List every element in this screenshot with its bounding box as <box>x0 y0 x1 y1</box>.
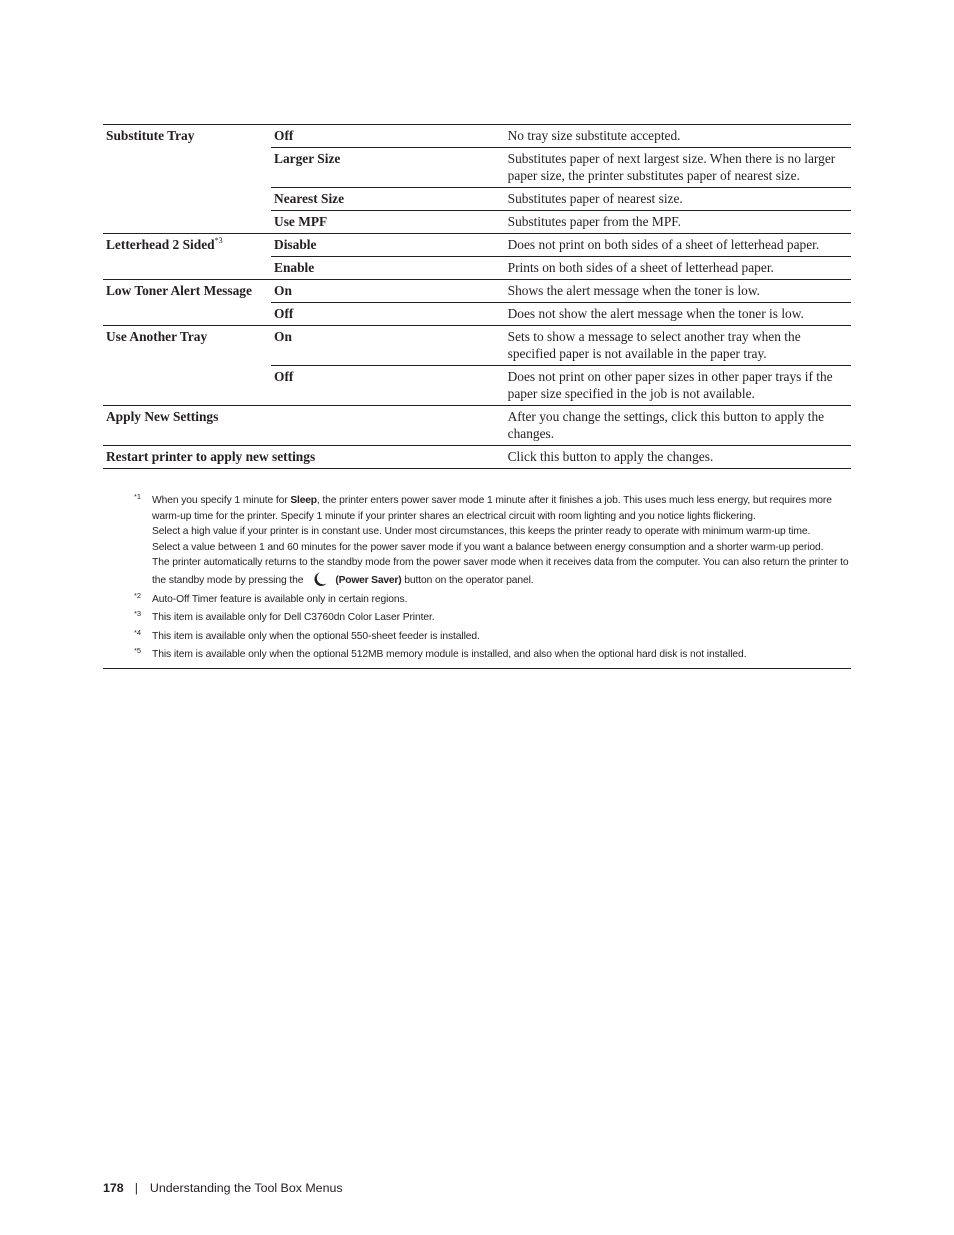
footnote-5 <box>103 647 851 663</box>
footnote-4 <box>103 629 851 645</box>
option-description: Does not print on both sides of a sheet of letterhead paper. <box>504 234 851 257</box>
option-description: Substitutes paper of nearest size. <box>504 188 851 211</box>
option-description: Substitutes paper from the MPF. <box>504 211 851 234</box>
setting-name <box>103 234 271 280</box>
table-row <box>103 280 851 303</box>
footnote-paragraph: Select a high value if your printer is in constant use. Under most circumstances, this keeps the printer ready to operate with minimum warm-up time. <box>152 526 811 538</box>
footnote-ref: *3 <box>214 236 223 245</box>
footnote-paragraph: This item is available only when the optional 550-sheet feeder is installed. <box>152 630 480 642</box>
option-description: Shows the alert message when the toner is low. <box>504 280 851 303</box>
option-value: Larger Size <box>271 148 504 188</box>
table-row <box>103 326 851 366</box>
footnote-paragraph <box>152 555 851 588</box>
option-description: Click this button to apply the changes. <box>504 446 851 469</box>
setting-name: Apply New Settings <box>103 406 504 446</box>
footnote-paragraph: Auto-Off Timer feature is available only in certain regions. <box>152 593 408 605</box>
footnote-paragraph: Select a value between 1 and 60 minutes for the power saver mode if you want a balance between energy consumption and a shorter warm-up period. <box>152 541 824 553</box>
table-row <box>103 446 851 469</box>
option-value: Enable <box>271 257 504 280</box>
footnote-marker: *3 <box>134 609 141 619</box>
footnote-text: The printer automatically returns to the standby mode from the power saver mode when it receives data from the computer. You can also return the printer to the standby mode by pressing the <box>152 557 849 586</box>
option-description: Does not print on other paper sizes in other paper trays if the paper size specified in the job is not available. <box>504 366 851 406</box>
footer-separator: | <box>134 1181 138 1195</box>
footnote-text: button on the operator panel. <box>401 574 534 586</box>
footnotes <box>103 493 851 669</box>
settings-table <box>103 124 851 469</box>
setting-name-text: Letterhead 2 Sided <box>106 237 215 252</box>
footnote-marker: *4 <box>134 627 141 637</box>
footnote-paragraph: This item is available only when the optional 512MB memory module is installed, and also when the optional hard disk is not installed. <box>152 649 747 661</box>
footnote-text: When you specify 1 minute for <box>152 495 291 506</box>
option-value: On <box>271 326 504 366</box>
page-footer <box>103 1181 343 1195</box>
option-description: Prints on both sides of a sheet of letterhead paper. <box>504 257 851 280</box>
table-row <box>103 234 851 257</box>
option-value: Off <box>271 125 504 148</box>
table-row <box>103 406 851 446</box>
moon-icon <box>309 571 329 587</box>
footnote-emphasis: Sleep <box>290 495 317 506</box>
option-description: Substitutes paper of next largest size. When there is no larger paper size, the printer substitutes paper of nearest size. <box>504 148 851 188</box>
option-description: Sets to show a message to select another tray when the specified paper is not available in the paper tray. <box>504 326 851 366</box>
option-value: Off <box>271 303 504 326</box>
setting-name: Low Toner Alert Message <box>103 280 271 326</box>
option-value: Use MPF <box>271 211 504 234</box>
footnote-paragraph: This item is available only for Dell C3760dn Color Laser Printer. <box>152 612 435 624</box>
option-description: No tray size substitute accepted. <box>504 125 851 148</box>
footnote-3 <box>103 610 851 626</box>
section-title: Understanding the Tool Box Menus <box>149 1181 343 1195</box>
setting-name: Substitute Tray <box>103 125 271 234</box>
table-row <box>103 125 851 148</box>
option-value: Nearest Size <box>271 188 504 211</box>
footnote-marker: *1 <box>134 492 141 501</box>
footnote-emphasis: (Power Saver) <box>335 574 402 586</box>
page-number: 178 <box>103 1181 124 1195</box>
footnote-text: , the printer enters power saver mode 1 minute after it finishes a job. This uses much less energy, but requires more warm-up time for the printer. Specify 1 minute if your printer shares an electrical circuit with room lighting and you notice lights flickering. <box>152 495 832 522</box>
option-value: Off <box>271 366 504 406</box>
footnote-marker: *2 <box>134 590 141 600</box>
option-description: Does not show the alert message when the toner is low. <box>504 303 851 326</box>
option-description: After you change the settings, click this button to apply the changes. <box>504 406 851 446</box>
footnote-marker: *5 <box>134 646 141 656</box>
footnote-1 <box>103 493 851 589</box>
footnote-paragraph <box>152 493 851 524</box>
option-value: Disable <box>271 234 504 257</box>
setting-name: Use Another Tray <box>103 326 271 406</box>
option-value: On <box>271 280 504 303</box>
footnote-2 <box>103 592 851 608</box>
setting-name: Restart printer to apply new settings <box>103 446 504 469</box>
